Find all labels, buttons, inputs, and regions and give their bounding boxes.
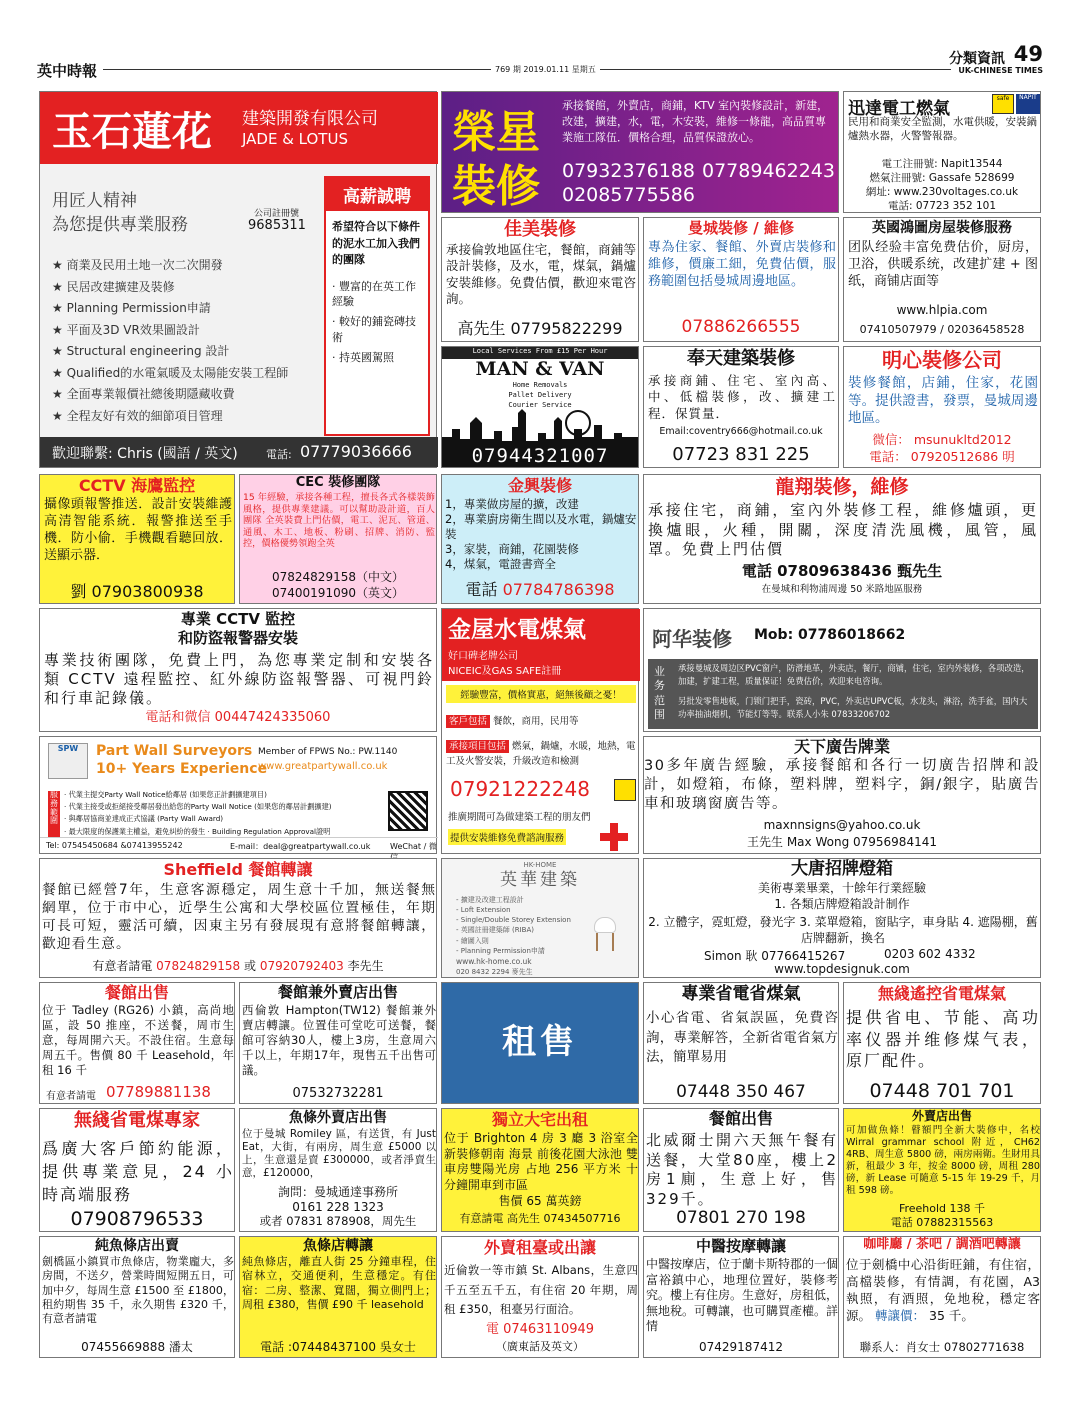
jinwu-tag-projects: 承接項目包括: [446, 740, 509, 753]
ad-man-van: [441, 346, 639, 468]
ad-fengtian: [643, 346, 839, 468]
ad-wireless: [39, 1108, 235, 1232]
red-cross-icon: [600, 823, 628, 851]
brighton-price: 售價 65 萬英鎊: [498, 1194, 582, 1208]
cafe-title: 咖啡廳 / 茶吧 / 調酒吧轉讓: [863, 1237, 1021, 1252]
service-item: ★ 民居改建擴建及裝修: [52, 279, 175, 294]
manvan-service: Courier Service: [508, 401, 572, 409]
canguan-tadley-desc: 位于 Tadley (RG26) 小鎮，高尚地區，設 50 推座，不送餐，周市生意，每周開六天。不設住宿。生意每周五千。售價 80 千 Leasehold，年租 16 千: [42, 1003, 234, 1077]
sheffield-name: 李先生: [347, 959, 384, 973]
rental-title: 外賣租臺或出讓: [483, 1238, 596, 1257]
cec-phone-1: 07824829158（中文）: [272, 570, 404, 584]
jinxing-item: 2，專業廚房衛生間以及水電，鍋爐安裝: [445, 511, 637, 541]
partywall-title: Part Wall Surveyors: [96, 743, 253, 759]
cafe-price: 35 千。: [929, 1307, 974, 1323]
ahua-side: 业务范围: [654, 665, 665, 721]
ad-fish-romiley: [239, 1108, 437, 1232]
jade-reg-label: 公司註冊號: [254, 209, 300, 219]
saving-title: 專業省電省煤氣: [681, 984, 801, 1004]
hongtu-title: 英國鴻圖房屋裝修服務: [872, 220, 1012, 236]
ad-waimai-wirral: [843, 1108, 1041, 1232]
mingxin-title: 明心裝修公司: [882, 348, 1002, 372]
fengtian-desc: 承接商鋪、住宅、室內高、中、低檔裝修，改、擴建工程．保質量．: [648, 373, 836, 421]
fish-transfer-phone: 電話 :07448437100 吳女士: [260, 1340, 416, 1354]
cctv-pro-desc: 專業技術團隊，免費上門，為您專業定制和安裝各類 CCTV 遠程監控、紅外線防盜報警器、可視門鈴和行車記錄儀。: [44, 651, 434, 707]
mancheng-title: 曼城裝修 / 維修: [688, 219, 794, 237]
mingxin-desc: 裝修餐館，店鋪，住家，花園等。提供證書，發票，曼城周邊地區。: [848, 375, 1038, 427]
cec-phone-2: 07400191090（英文）: [272, 586, 404, 600]
datang-desc: 2. 立體字，霓虹燈，發光字 3. 菜單燈箱，窗貼字，車身貼 4. 遮陽棚，舊店牌翻新，換名: [648, 915, 1038, 946]
partywall-tel: Tel: 07545450684 &07413955242: [46, 841, 183, 850]
spw-logo-icon: SPW: [48, 743, 88, 779]
ad-datang: [643, 858, 1041, 978]
hkhome-items: [456, 895, 571, 956]
tcm-title: 中醫按摩轉讓: [695, 1237, 786, 1255]
hkhome-item: - Planning Permission申請: [456, 946, 545, 955]
datang-web: www.topdesignuk.com: [774, 962, 910, 976]
partywall-member: Member of FPWS No.: PW.1140: [258, 747, 398, 757]
hongtu-phone: 07410507979 / 02036458528: [859, 323, 1025, 336]
hkhome-item: - 擴建及改建工程設計: [456, 896, 524, 904]
manvan-title: MAN & VAN: [475, 358, 605, 380]
cctv-pro-phone: 電話和微信 00447424335060: [145, 710, 331, 725]
fish-transfer-title: 魚條店轉讓: [303, 1238, 373, 1254]
rental-phone: 電 07463110949: [485, 1322, 595, 1337]
remote-desc: 提供省电、节能、高功率仪器并维修煤气表，原厂配件。: [846, 1008, 1040, 1071]
ad-party-wall: [39, 736, 437, 854]
jinwu-note: 推廣期間可為做建築工程的朋友們: [448, 812, 591, 823]
page-header: [37, 42, 1043, 80]
cafe-price-label: 轉讓價：: [875, 1307, 926, 1323]
sheffield-title: Sheffield 餐館轉讓: [163, 860, 313, 879]
jinwu-sub-2: NICEIC及GAS SAFE註冊: [448, 666, 562, 677]
fish-transfer-desc: 純魚條店，離直人街 25 分鐘車程，住宿林立，交通便利，生意穩定。有住宿：二房、整潔、寬闊，獨立側門上；周租 £380，售價 £90 千 leasehold: [242, 1255, 436, 1311]
xunda-title: 迅達電工燃氣: [848, 99, 950, 119]
fengtian-email: Email:coventry666@hotmail.co.uk: [659, 426, 823, 437]
canguan-wales-title: 餐館出售: [708, 1109, 773, 1128]
jinwu-clients-row: [446, 713, 579, 727]
ahua-desc-2: 另批发零售地板，门锁门把手，瓷砖，PVC，外卖店UPVC板，水龙头，淋浴，洗手盆，国内大功率抽油烟机，节能灯等等。联系人小朱 07833206702: [678, 696, 1028, 720]
manvan-tagline: Local Services From £15 Per Hour: [442, 347, 638, 359]
service-item: ★ 全程友好有效的細節項目管理: [52, 408, 223, 423]
jade-slogan-1: 用匠人精神: [52, 191, 137, 211]
fish-romiley-title: 魚條外賣店出售: [289, 1110, 387, 1126]
ad-tcm: [643, 1236, 839, 1358]
manvan-service: Home Removals: [512, 381, 568, 389]
jinwu-title: 金屋水電煤氣: [448, 617, 586, 643]
mingxin-phone: 電話： 07920512686 明: [869, 449, 1015, 464]
jinwu-sub-1: 好口碑老牌公司: [448, 651, 518, 662]
service-item: ★ 全面專業報價社總後期隱藏收費: [52, 387, 235, 401]
hkhome-title: 英華建築: [500, 870, 580, 890]
jinxing-title: 金興裝修: [507, 476, 572, 495]
longxiang-phone: 電話 07809638436 甄先生: [741, 562, 943, 580]
waimai-wirral-freehold: Freehold 138 千: [898, 1202, 986, 1215]
partywall-item: · 代業主接受或拒絕接受鄰居發出給您的Party Wall Notice (如果您的鄰居計劃擴建): [64, 802, 332, 812]
canguan-tadley-phone: 07789881138: [106, 1083, 211, 1101]
jiamei-phone: 高先生 07795822299: [457, 319, 623, 338]
sheffield-or: 或: [243, 959, 256, 973]
datang-title: 大唐招牌燈箱: [791, 859, 893, 879]
hkhome-item: - 英國註冊建築師 (RIBA): [456, 926, 534, 935]
gassafe-badge-icon: [614, 779, 636, 801]
ad-fish-cambridge: [39, 1236, 235, 1358]
jade-phone: 07779036666: [300, 442, 412, 461]
rongxing-desc: 承接餐館，外賣店，商鋪，KTV 室內裝修設計，新建，改建，擴建，水，電，木安裝，維修一條龍，高品質專業施工隊伍．價格合理，品質保證放心。: [562, 99, 829, 144]
service-item: ★ 平面及3D VR效果圖設計: [52, 322, 200, 337]
cctv-pro-title-1: 專業 CCTV 監控: [180, 610, 296, 628]
hongtu-web: www.hlpia.com: [896, 303, 988, 317]
napit-logo-icon: NAPIT: [1016, 94, 1040, 114]
brighton-contact: 有意請電 高先生 07434507716: [459, 1212, 621, 1225]
mingxin-wechat: 微信： msunukltd2012: [872, 432, 1012, 447]
ad-remote: [843, 982, 1041, 1104]
ad-rental: [441, 1236, 639, 1358]
xunda-phone: 電話: 07723 352 101: [887, 200, 997, 212]
ad-mancheng: [643, 217, 839, 342]
ad-canguan-tadley: [39, 982, 235, 1104]
jinwu-note-2: 提供安裝維修免費諮詢服務: [448, 829, 566, 845]
xunda-reg-2: 燃氣注冊號: Gassafe 528699: [869, 172, 1015, 184]
hkhome-item: - Loft Extension: [456, 906, 511, 915]
jade-reg-no: 9685311: [248, 218, 306, 233]
jade-contact-bar: [40, 437, 438, 467]
partywall-footer: [40, 837, 438, 853]
sheffield-phone-1: 07824829158: [156, 959, 241, 973]
ad-rent-banner: [441, 982, 639, 1104]
cafe-desc-text: 位于劍橋中心沿街旺鋪，有住宿，高檔裝修，有情調，有花園，A3 執照，有酒照，免地稅，穩定客源。: [846, 1257, 1040, 1323]
section-name: 分類資訊: [949, 51, 1005, 67]
ad-hk-home: [441, 858, 639, 978]
fish-cambridge-desc: 劍橋區小鎮買市魚條店，物業龐大，多房間，不送夕，營業時間短開五日，可加中夕，每周生意 £1500 至 £1800，租約期售 35 千，永久期售 £320 千，有意者請電: [42, 1255, 234, 1326]
remote-phone: 07448 701 701: [869, 1080, 1015, 1102]
partywall-item: · 最大限度的保護業主權益，避免糾紛的發生 · Building Regulation Approval證明: [64, 826, 331, 836]
jinxing-items: [445, 497, 639, 572]
ad-hongtu: [843, 217, 1041, 342]
rent-title: 租售: [502, 1022, 578, 1062]
ahua-desc-1: 承接曼城及周边区PVC窗户，防滑地革，外卖店，餐厅，商铺，住宅，室内外装修，各项改造，加建，扩建工程，质量保证！免费估价，欢迎来电咨询。: [678, 663, 1030, 687]
ad-cctv-pro: [39, 608, 437, 732]
ad-jinwu: [441, 608, 639, 854]
jade-contact: 歡迎聯繫: Chris (國語 / 英文): [52, 446, 238, 462]
city-skyline-icon: [442, 409, 638, 449]
jinwu-projects: 燃氣，鍋爐，水暖，地熱，電工及火警安裝，升級改造和檢測: [446, 741, 636, 768]
cec-title: CEC 裝修團隊: [295, 475, 381, 490]
xunda-web: 網址: www.230voltages.co.uk: [865, 186, 1019, 198]
canguan-wales-phone: 07801 270 198: [676, 1208, 806, 1228]
cctv-haiying-desc: 攝像頭報警推送．設計安裝維護高清智能系統．報警推送至手機．防小偷．手機觀看聽回放．送顯示器．: [44, 497, 232, 563]
fish-cambridge-title: 純魚條店出賣: [95, 1238, 179, 1254]
cctv-pro-title-2: 和防盜報警器安裝: [177, 629, 298, 647]
rongxing-title-1: 榮星: [452, 107, 540, 158]
ad-fish-transfer: [239, 1236, 437, 1358]
cctv-haiying-phone: 劉 07903800938: [70, 582, 204, 601]
hkhome-item: - 繪圖入則: [456, 936, 489, 945]
rongxing-phone-1: 07932376188: [562, 160, 695, 182]
fish-romiley-desc: 位于曼城 Romiley 區，有送貨，有 Just Eat，大街，有兩房，周生意 £5000 以上，生意還是賣 £300000，或者淨賣生意，£120000，: [242, 1128, 436, 1180]
jinwu-banner: [442, 609, 640, 681]
chair-icon: [592, 917, 618, 951]
tianxia-email: maxnnsigns@yahoo.co.uk: [763, 818, 921, 832]
jinxing-item: 1，專業做房屋的擴，改建: [445, 497, 579, 511]
fengtian-title: 奉天建築裝修: [687, 348, 795, 369]
ahua-mob: Mob: 07786018662: [754, 627, 906, 643]
waimai-wirral-desc: 可加做魚條！瞽額門全新大裝修中，名校 Wirral grammar school 附近，CH62 4RB、周生意 5800 磅，兩房兩衛。生財用具新，租最少 3 年，按金 8000 磅，周租 280 磅，新 Lease 可隨意 5-15 年 19-29 千，月租 598 磅。: [846, 1125, 1040, 1196]
partywall-web: www.greatpartywall.co.uk: [258, 761, 388, 772]
ad-longxiang: [643, 474, 1041, 604]
canguan-hampton-desc: 西倫敦 Hampton(TW12) 餐館兼外賣店轉讓。位置佳可堂吃可送餐，餐館可容納30人，樓上3房，生意周六千以上，年期17年，現售五千出售可議。: [242, 1003, 436, 1077]
canguan-tadley-title: 餐館出售: [104, 983, 169, 1002]
tianxia-phone: 王先生 Max Wong 07956984141: [747, 835, 937, 849]
paper-name: 英中時報: [37, 62, 98, 80]
ad-cafe: [843, 1236, 1041, 1358]
jade-banner: [40, 92, 438, 164]
brighton-desc: 位于 Brighton 4 房 3 廳 3 浴室全新裝修朝南 海景 前後花園大泳池 雙車房雙陽光房 占地 256 平方米 十分鐘開車到市區: [444, 1131, 638, 1192]
hkhome-item: - Single/Double Storey Extension: [456, 916, 571, 925]
canguan-hampton-phone: 07532732281: [292, 1086, 384, 1101]
manvan-service: Pallet Delivery: [508, 391, 572, 399]
ad-saving: [643, 982, 839, 1104]
qr-code-icon: [388, 791, 428, 831]
ad-ahua: [643, 608, 1041, 732]
fish-romiley-other: 或者 07831 878908，周先生: [259, 1214, 417, 1228]
partywall-subtitle: 10+ Years Experience: [96, 761, 268, 777]
canguan-hampton-title: 餐館兼外賣店出售: [277, 983, 398, 1001]
ad-cctv-haiying: [39, 474, 235, 604]
jinxing-phone: 07784786398: [502, 580, 615, 599]
sheffield-desc: 餐館已經營7年，生意客源穩定，周生意十千加，無送餐無網單，位于市中心，近學生公寓和大學校區位置極佳，年期可長可短，靈活可續，因東主另有發展現有意將餐館轉讓，歡迎看生意。: [42, 882, 436, 952]
hkhome-web: www.hk-home.co.uk: [456, 957, 532, 966]
ad-rongxing: [441, 91, 839, 213]
mancheng-phone: 07886266555: [681, 317, 801, 337]
ad-jinxing: [441, 474, 639, 604]
issue-info: 769 期 2019.01.11 星期五: [491, 64, 600, 75]
hkhome-brand: HK-HOME: [523, 861, 557, 869]
hongtu-desc: 团队经验丰富免费估价，厨房，卫浴，供暖系统，改建扩建 + 图纸，商铺店面等: [848, 240, 1038, 289]
longxiang-note: 在曼城和利物浦周邊 50 米路地區服務: [761, 584, 923, 595]
ad-xunda: [843, 91, 1041, 213]
jinxing-item: 4，煤氣，電證書齊全: [445, 556, 556, 571]
datang-sub-1: 美術專業畢業，十餘年行業經驗: [757, 881, 926, 895]
xunda-reg-1: 電工注冊號: Napit13544: [881, 158, 1003, 170]
gassafe-logo-icon: safe: [992, 94, 1014, 114]
jade-company-cn: 建築開發有限公司: [242, 109, 378, 129]
jiamei-title: 佳美裝修: [504, 219, 576, 240]
cec-desc: 15 年經驗，承接各種工程，擅長各式各樣裝飾風格，提供專業建議。可以幫助設計道，百人團隊 全英裝費上門估價，電工、泥瓦、管道、通風、木工、地板、粉刷、招牌、消防、監控，價格優勢領跑全英: [243, 492, 435, 549]
sheffield-contact-row: [40, 960, 436, 974]
hire-item: · 較好的鋪瓷磚技術: [332, 315, 416, 345]
service-item: ★ Planning Permission申請: [52, 301, 211, 315]
tcm-phone: 07429187412: [699, 1340, 783, 1354]
partywall-item: · 與鄰居協商並達成正式協議 (Party Wall Award): [64, 814, 224, 824]
cafe-contact: 聯系人：肖女士 07802771638: [859, 1340, 1025, 1354]
rental-note: （廣東話及英文）: [496, 1340, 584, 1353]
tianxia-desc: 30多年廣告經驗，承接餐館和各行一切廣告招牌和設計，如燈箱，布條，塑料牌，塑料字，銅/銀字，貼廣告車和玻璃窗廣告等。: [644, 758, 1040, 812]
jade-company-en: JADE & LOTUS: [242, 130, 348, 148]
hkhome-phone: 020 8432 2294 麥先生: [456, 968, 533, 976]
ad-cec: [239, 474, 437, 604]
jinxing-phone-row: [442, 581, 638, 599]
jinxing-phone-label: 電話: [465, 580, 498, 599]
ad-jade-lotus: [39, 91, 437, 468]
jinwu-phone: 07921222248: [450, 777, 590, 801]
jade-title: 玉石蓮花: [52, 109, 212, 155]
ad-canguan-wales: [643, 1108, 839, 1232]
jinwu-slogan: 經驗豐富，價格實惠，絕無後顧之憂！: [446, 685, 636, 703]
hire-title: 高薪誠聘: [326, 178, 428, 211]
datang-contact-1: Simon 耿 07766415267: [704, 949, 846, 963]
ad-mingxin: [843, 346, 1041, 468]
paper-name-en: UK-CHINESE TIMES: [958, 66, 1043, 75]
page-number: 49: [1013, 42, 1043, 66]
jinwu-clients: 餐飲，商用，民用等: [493, 716, 579, 727]
jade-phone-label: 電話:: [266, 448, 292, 461]
sheffield-phone-2: 07920792403: [259, 959, 344, 973]
ahua-body: [648, 659, 1038, 729]
rongxing-phone-2: 07789462243: [702, 160, 835, 182]
rongxing-phone-3: 02085775586: [562, 184, 695, 206]
mancheng-desc: 專為住家、餐館、外賣店裝修和維修，價廉工細，免費估價，服務範圍包括曼城周邊地區。: [648, 240, 836, 289]
partywall-items: [64, 789, 384, 838]
rongxing-title-2: 裝修: [452, 161, 540, 212]
rental-desc: 近倫敦一等市鎮 St. Albans，生意四千五至五千五，有住宿 20 年期，周租 £350，租臺另行面洽。: [444, 1263, 638, 1317]
datang-contact-2: 0203 602 4332: [884, 947, 976, 961]
brighton-title: 獨立大宅出租: [491, 1110, 588, 1129]
service-item: ★ Structural engineering 設計: [52, 344, 230, 358]
waimai-wirral-phone: 電話 07882315563: [890, 1216, 994, 1229]
canguan-wales-desc: 北威爾士開六天無午餐有送餐，大堂80座，樓上2房1廁，生意上好，售329千。: [646, 1131, 838, 1208]
tianxia-title: 天下廣告牌業: [793, 737, 890, 756]
service-item: ★ Qualified的水電氣暖及太陽能安裝工程師: [52, 365, 289, 380]
fish-cambridge-phone: 07455669888 潘太: [81, 1340, 193, 1354]
ad-canguan-hampton: [239, 982, 437, 1104]
partywall-item: · 代業主提交Party Wall Notice給鄰居 (如果您正計劃擴建項目): [64, 790, 267, 799]
waimai-wirral-title: 外賣店出售: [911, 1109, 972, 1123]
jinxing-item: 3，家裝，商鋪，花園裝修: [445, 541, 579, 556]
hire-item: · 持英國駕照: [332, 351, 394, 365]
partywall-email: E-mail：deal@greatpartywall.co.uk: [230, 842, 371, 851]
longxiang-title: 龍翔裝修，維修: [775, 476, 909, 498]
jade-slogan-2: 為您提供專業服務: [52, 215, 188, 235]
service-item: ★ 商業及民用土地一次二次開發: [52, 258, 223, 272]
remote-title: 無綫遙控省電煤氣: [877, 984, 1006, 1003]
ahua-title: 阿华装修: [652, 627, 732, 651]
sheffield-contact: 有意者請電: [92, 959, 153, 973]
ad-jiamei: [441, 217, 639, 342]
hire-text: 希望符合以下條件的泥水工加入我們的團隊: [332, 220, 420, 266]
ad-brighton: [441, 1108, 639, 1232]
manvan-phone: 07944321007: [442, 445, 638, 467]
jiamei-desc: 承接倫敦地區住宅，餐館，商鋪等設計裝修，及水，電，煤氣，鍋爐安裝維修。免費估價，歡迎來電咨詢。: [446, 242, 636, 306]
canguan-tadley-contact: 有意者請電: [46, 1091, 96, 1102]
xunda-desc: 民用和商業安全監測，水電供暖，安裝鍋爐熱水器，火警警報器。: [848, 116, 1037, 142]
wireless-desc: 爲廣大客戶節約能源，提供專業意見，24 小時高端服務: [42, 1139, 234, 1205]
longxiang-desc: 承接住宅，商鋪，室內外裝修工程，維修爐頭，更換爐眼，火種，開關，深度清洗風機，風管，風罩。免費上門估價: [648, 501, 1038, 558]
hire-item: · 豐富的在英工作經驗: [332, 279, 416, 309]
jinwu-tag-clients: 客戶包括: [446, 715, 490, 728]
fengtian-phone: 07723 831 225: [672, 444, 810, 465]
cafe-desc: [846, 1257, 1040, 1325]
tcm-desc: 中醫按摩店，位于蘭卡斯特郡的一個富裕鎮中心，地理位置好，裝修考究。樓上有住房。生意好，房租低，無地稅。可轉讓，也可購買產權。詳情: [646, 1257, 839, 1334]
jade-services: [52, 256, 322, 428]
saving-desc: 小心省電、省氣誤區，免費咨詢，專業解答，全新省電省氣方法，簡單易用: [646, 1010, 838, 1066]
cctv-haiying-title: CCTV 海鷹監控: [78, 476, 196, 495]
jade-hiring-box: [324, 176, 430, 436]
saving-phone: 07448 350 467: [676, 1082, 806, 1102]
wireless-title: 無綫省電煤專家: [74, 1110, 200, 1131]
datang-sub-2: 1. 各類店牌燈箱設計制作: [774, 897, 910, 911]
partywall-side: 服務範圍: [48, 791, 60, 837]
ad-tianxia: [643, 736, 1041, 854]
partywall-wechat: WeChat / 微: [390, 842, 437, 851]
jinwu-projects-row: [446, 739, 636, 769]
fish-romiley-ask: 詢問：曼城通達事務所: [277, 1185, 398, 1199]
wireless-phone: 07908796533: [70, 1208, 204, 1230]
ad-sheffield: [39, 858, 437, 978]
fish-romiley-tel: 0161 228 1323: [292, 1200, 384, 1214]
